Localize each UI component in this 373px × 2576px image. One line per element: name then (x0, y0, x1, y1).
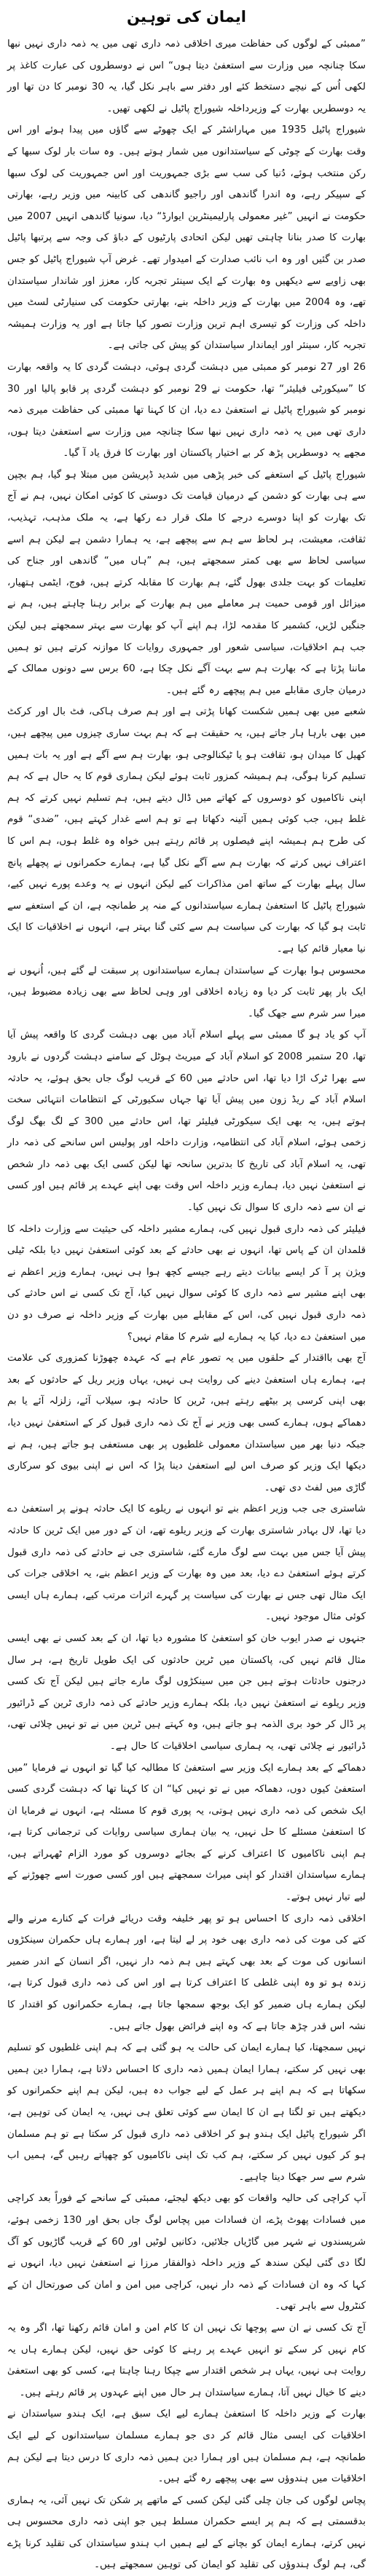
article-paragraph: آپ کراچی کی حالیہ واقعات کو بھی دیکھ لیجئے، ممبئی کے سانحے کے فوراً بعد کراچی میں فسادات پھوٹ پڑے، ان فسادات میں پچاس لوگ جاں بحق اور 130 زخمی ہوئے، شرپسندوں نے شہر میں گاڑیاں جلائیں، دکانیں لوٹیں اور 60 کے قریب گاڑیوں کو آگ لگا دی گئی لیکن سندھ کے وزیر داخلہ ذوالفقار مرزا نے استعفیٰ نہیں دیا، انہوں نے کہا کہ وہ ان فسادات کے ذمہ دار نہیں، کراچی میں امن و امان کی صورتحال ان کے کنٹرول سے باہر تھی۔ (7, 2193, 366, 2312)
article-paragraph: بھارت کے وزیر داخلہ کا استعفیٰ ہمارے لیے ایک سبق ہے، ایک ہندو سیاستدان نے اخلاقیات کی ایسی مثال قائم کر دی جو ہمارے مسلمان سیاستدانوں کے لیے ایک طمانچہ ہے، ہم مسلمان ہیں اور ہمارا دین ہمیں ذمہ داری کا درس دیتا ہے لیکن ہم اخلاقیات میں ہندوؤں سے بھی پیچھے رہ گئے ہیں۔ (7, 2409, 366, 2485)
article-paragraph: جنہوں نے صدر ایوب خان کو استعفیٰ کا مشورہ دیا تھا، ان کے بعد کسی نے بھی ایسی مثال قائم نہیں کی، پاکستان میں ٹرین حادثوں کی ایک طویل تاریخ ہے، ہر سال درجنوں حادثات ہوتے ہیں جن میں سینکڑوں لوگ مارے جاتے ہیں لیکن آج تک کسی وزیر ریلوے نے استعفیٰ نہیں دیا، بلکہ ہمارے وزیر حادثے کی ذمہ داری ٹرین کے ڈرائیور پر ڈال کر خود بری الذمہ ہو جاتے ہیں، وہ کہتے ہیں ٹرین میں نے تو نہیں چلائی تھی، ڈرائیور نے چلائی تھی، یہ ہماری سیاسی اخلاقیات کا حال ہے۔ (7, 1632, 366, 1752)
article-paragraph: شیوراج پاٹیل 1935 میں مہاراشٹر کے ایک چھوٹے سے گاؤں میں پیدا ہوئے اور اس وقت بھارت کے چوٹی کے سیاستدانوں میں شمار ہوتے ہیں۔ وہ سات بار لوک سبھا کے رکن منتخب ہوئے، دُنیا کی سب سے بڑی جمہوریت اور اس جمہوریت کی لوک سبھا کے سپیکر رہے، وہ اندرا گاندھی اور راجیو گاندھی کی کابینہ میں وزیر رہے، بھارتی حکومت نے انہیں ”غیر معمولی پارلیمینٹرین ایوارڈ“ دیا، سونیا گاندھی انہیں 2007 میں بھارت کا صدر بنانا چاہتی تھیں لیکن اتحادی پارٹیوں کے دباؤ کی وجہ سے پرتبھا پاٹیل صدر بن گئیں اور وہ اب نائب صدارت کے امیدوار تھے۔ غرض آپ شیوراج پاٹیل کو جس بھی زاویے سے دیکھیں وہ بھارت کے ایک سینئر تجربہ کار، معزز اور شاندار سیاستدان تھے، وہ 2004 میں بھارت کے وزیر داخلہ بنے، بھارتی حکومت کی سنیارٹی لسٹ میں داخلہ کی وزارت کو تیسری اہم ترین وزارت تصور کیا جاتا ہے اور یہ وزارت ہمیشہ تجربہ کار، سینئر اور ایماندار سیاستدان کو پیش کی جاتی ہے۔ (7, 125, 366, 352)
article-paragraph: آج بھی بااقتدار کے حلقوں میں یہ تصور عام ہے کہ عہدہ چھوڑنا کمزوری کی علامت ہے، ہمارے ہاں استعفیٰ دینے کی روایت ہی نہیں، یہاں وزیر ریل کے حادثوں کے بعد بھی اپنی کرسی پر بیٹھے رہتے ہیں، ٹرین کا حادثہ ہو، سیلاب آئے، زلزلہ آئے یا بم دھماکے ہوں، ہمارے کسی بھی وزیر نے آج تک ذمہ داری قبول کر کے استعفیٰ نہیں دیا، جبکہ دنیا بھر میں سیاستدان معمولی غلطیوں پر بھی مستعفی ہو جاتے ہیں، ہم نے دیکھا ایک وزیر کو صرف اس لیے استعفیٰ دینا پڑا کہ اس نے اپنی بیوی کو سرکاری گاڑی میں لفٹ دی تھی۔ (7, 1353, 366, 1493)
article-paragraph: شیوراج پاٹیل کے استعفے کی خبر پڑھی میں شدید ڈپریشن میں مبتلا ہو گیا، ہم بچپن سے ہی بھارت کو دشمن کے درمیان قیامت تک دوستی کا کوئی امکان نہیں، ہم نے آج تک بھارت کو اپنا دوسرے درجے کا ملک قرار دے رکھا ہے، یہ ملک مذہب، تہذیب، ثقافت، معیشت، ہر لحاظ سے ہم سے پیچھے ہے، یہ ہمارا دشمن ہے لیکن ہم اسے سیاسی لحاظ سے بھی کمتر سمجھتے ہیں، ہم ”ہاں میں“ گاندھی اور جناح کی تعلیمات کو بہت جلدی بھول گئے، ہم بھارت کا مقابلہ کرتے ہیں، فوج، ایٹمی ہتھیار، میزائل اور قومی حمیت ہر معاملے میں ہم بھارت کے برابر رہنا چاہتے ہیں، ہم نے جنگیں لڑیں، کشمیر کا مقدمہ لڑا، ہم اپنے آپ کو بھارت سے بہتر سمجھتے ہیں لیکن جب ہم اخلاقیات، سیاسی شعور اور جمہوری روایات کا موازنہ کرتے ہیں تو ہمیں ماننا پڑتا ہے کہ بھارت ہم سے بہت آگے نکل چکا ہے، 60 برس سے دونوں ممالک کے درمیان جاری مقابلے میں ہم پیچھے رہ گئے ہیں۔ (7, 469, 366, 696)
article-title: ایمان کی توہین (127, 8, 246, 25)
article-paragraph: دھماکے کے بعد ہمارے ایک وزیر سے استعفیٰ کا مطالبہ کیا گیا تو انہوں نے فرمایا ”میں استعفیٰ کیوں دوں، دھماکہ میں نے تو نہیں کیا“ ان کا کہنا تھا کہ دہشت گردی کسی ایک شخص کی ذمہ داری نہیں ہوتی، یہ پوری قوم کا مسئلہ ہے، انہوں نے فرمایا ان کا استعفیٰ مسئلے کا حل نہیں، یہ بیان ہماری سیاسی روایات کی ترجمانی کرتا ہے، ہم اپنی ناکامیوں کا اعتراف کرنے کے بجائے دوسروں کو مورد الزام ٹھہراتے ہیں، ہمارے سیاستدان اقتدار کو اپنی میراث سمجھتے ہیں اور کسی صورت اسے چھوڑنے کے لیے تیار نہیں ہوتے۔ (7, 1762, 366, 1903)
article-body (7, 33, 366, 2576)
article-paragraph: نہیں سمجھتا، کیا ہمارے ایمان کی حالت یہ ہو گئی ہے کہ ہم اپنی غلطیوں کو تسلیم بھی نہیں کر سکتے، ہمارا ایمان ہمیں ذمہ داری کا احساس دلاتا ہے، ہمارا دین ہمیں سکھاتا ہے کہ ہم اپنے ہر عمل کے لیے جواب دہ ہیں، لیکن ہم اپنے حکمرانوں کو دیکھتے ہیں تو لگتا ہے ان کا ایمان سے کوئی تعلق ہی نہیں، یہ ایمان کی توہین ہے، اگر شیوراج پاٹیل ایک ہندو ہو کر اخلاقی ذمہ داری قبول کر سکتا ہے تو ہم مسلمان ہو کر کیوں نہیں کر سکتے، ہم کب تک اپنی ناکامیوں کو چھپاتے رہیں گے، ہمیں اب شرم سے سر جھکا دینا چاہیے۔ (7, 2042, 366, 2183)
article-paragraph: فیلیئر کی ذمہ داری قبول نہیں کی، ہمارے مشیر داخلہ کی حیثیت سے وزارت داخلہ کا قلمدان ان کے پاس تھا، انہوں نے بھی حادثے کے بعد کوئی استعفیٰ نہیں دیا بلکہ ٹیلی ویژن پر آ کر ایسے بیانات دیتے رہے جیسے کچھ ہوا ہی نہیں، ہمارے وزیر اعظم نے بھی اپنے مشیر سے ذمہ داری کا کوئی سوال نہیں کیا، آج تک کسی نے اس حادثے کی ذمہ داری قبول نہیں کی، اس کے مقابلے میں بھارت کے وزیر داخلہ نے صرف دو دن میں استعفیٰ دے دیا، کیا یہ ہمارے لیے شرم کا مقام نہیں؟ (7, 1223, 366, 1343)
article-paragraph: شعبے میں بھی ہمیں شکست کھانا پڑتی ہے اور ہم صرف ہاکی، فٹ بال اور کرکٹ میں بھی بارہا ہار جاتے ہیں، یہ حقیقت ہے کہ ہم بہت ساری چیزوں میں پیچھے ہیں، کھیل کا میدان ہو، ثقافت ہو یا ٹیکنالوجی ہو، بھارت ہم سے آگے ہے اور یہ بات ہمیں تسلیم کرنا ہوگی، ہم ہمیشہ کمزور ثابت ہوئے لیکن ہماری قوم کا یہ حال ہے کہ ہم اپنی ناکامیوں کو دوسروں کے کھاتے میں ڈال دیتے ہیں، ہم تسلیم نہیں کرتے کہ ہم غلط ہیں، جب کوئی ہمیں آئینہ دکھاتا ہے تو ہم اسے غدار کہتے ہیں، ”ضدی“ قوم کی طرح ہم ہمیشہ اپنے فیصلوں پر قائم رہتے ہیں خواہ وہ غلط ہوں، ہم اس کا اعتراف نہیں کرتے کہ بھارت ہم سے آگے نکل گیا ہے، ہمارے حکمرانوں نے پچھلے پانچ سال پہلے بھارت کے ساتھ امن مذاکرات کیے لیکن انہوں نے یہ وعدے پورے نہیں کیے، شیوراج پاٹیل کا استعفیٰ ہمارے سیاستدانوں کے منہ پر طمانچہ ہے، ان کے استعفے سے ثابت ہو گیا کہ بھارت کی سیاست ہم سے کئی گنا بہتر ہے، انہوں نے اخلاقیات کا ایک نیا معیار قائم کیا ہے۔ (7, 706, 366, 955)
article-paragraph: ”ممبئی کے لوگوں کی حفاظت میری اخلاقی ذمہ داری تھی میں یہ ذمہ داری نہیں نبھا سکا چنانچہ میں وزارت سے استعفیٰ دیتا ہوں“ اس نے دوسطروں کی عبارت کاغذ پر لکھی اُس کے نیچے دستخط کئے اور دفتر سے باہر نکل گیا، یہ 30 نومبر کا دن تھا اور یہ دوسطریں بھارت کے وزیرداخلہ شیوراج پاٹیل نے لکھی تھیں۔ (7, 39, 366, 114)
article-paragraph: آج تک کسی نے ان سے پوچھا تک نہیں ان کا کام امن و امان قائم رکھنا تھا، اگر وہ یہ کام نہیں کر سکے تو انہیں عہدے پر رہنے کا کوئی حق نہیں، لیکن ہمارے ہاں یہ روایت ہی نہیں، یہاں ہر شخص اقتدار سے چپکا رہنا چاہتا ہے، کسی کو بھی استعفیٰ دینے کا خیال نہیں آتا، ہمارے سیاستدان ہر حال میں اپنے عہدوں پر قائم رہتے ہیں۔ (7, 2322, 366, 2398)
article-paragraph: شاستری جی جب وزیر اعظم بنے تو انہوں نے ریلوے کا ایک حادثہ ہونے پر استعفیٰ دے دیا تھا، لال بہادر شاستری بھارت کے وزیر ریلوے تھے، ان کے دور میں ایک ٹرین کا حادثہ پیش آیا جس میں بہت سے لوگ مارے گئے، شاستری جی نے حادثے کی ذمہ داری قبول کرتے ہوئے استعفیٰ دے دیا، بعد میں وہ بھارت کے وزیر اعظم بنے، یہ اخلاقی جرات کی ایک مثال تھی جس نے بھارت کی سیاست پر گہرے اثرات مرتب کیے، ہمارے ہاں ایسی کوئی مثال موجود نہیں۔ (7, 1504, 366, 1623)
article-paragraph: محسوس ہوا بھارت کے سیاستدان ہمارے سیاستدانوں پر سبقت لے گئے ہیں، اُنہوں نے ایک بار پھر ثابت کر دیا وہ زیادہ اخلاقی اور وہی لحاظ سے بھی زیادہ مضبوط ہیں، میرا سر شرم سے جھک گیا۔ (7, 965, 366, 1019)
article-paragraph: آپ کو یاد ہو گا ممبئی سے پہلے اسلام آباد میں بھی دہشت گردی کا واقعہ پیش آیا تھا، 20 ستمبر 2008 کو اسلام آباد کے میریٹ ہوٹل کے سامنے دہشت گردوں نے بارود سے بھرا ٹرک اڑا دیا تھا، اس حادثے میں 60 کے قریب لوگ جاں بحق ہوئے، یہ حادثہ اسلام آباد کے ریڈ زون میں پیش آیا تھا جہاں سکیورٹی کے انتظامات انتہائی سخت ہوتے ہیں، یہ بھی ایک سیکورٹی فیلیئر تھا، اس حادثے میں 300 کے لگ بھگ لوگ زخمی ہوئے، اسلام آباد کی انتظامیہ، وزارت داخلہ اور پولیس اس سانحے کی ذمہ دار تھی، یہ اسلام آباد کی تاریخ کا بدترین سانحہ تھا لیکن کسی ایک بھی ذمہ دار شخص نے استعفیٰ نہیں دیا، ہمارے وزیر داخلہ اس وقت بھی اپنے عہدے پر قائم ہیں اور کسی نے ان سے ذمہ داری کا سوال تک نہیں کیا۔ (7, 1030, 366, 1214)
article-paragraph: اخلاقی ذمہ داری کا احساس ہو تو پھر خلیفہ وقت دریائے فرات کے کنارے مرنے والے کتے کی موت کی ذمہ داری بھی خود پر لے لیتا ہے، اور ہمارے ہاں حکمران سینکڑوں انسانوں کی موت کے بعد بھی کہتے ہیں ہم ذمہ دار نہیں، اگر انسان کے اندر ضمیر زندہ ہو تو وہ اپنی غلطی کا اعتراف کرتا ہے اور اس کی ذمہ داری قبول کرتا ہے، لیکن ہمارے ہاں ضمیر کو ایک بوجھ سمجھا جاتا ہے، ہمارے حکمرانوں کو اقتدار کا نشہ اس قدر چڑھ جاتا ہے کہ وہ اپنے فرائض بھول جاتے ہیں۔ (7, 1913, 366, 2032)
article-paragraph: پچاس لوگوں کی جان چلی گئی لیکن کسی کے ماتھے پر شکن تک نہیں آئی، یہ ہماری بدقسمتی ہے کہ ہم پر ایسے حکمران مسلط ہیں جو اپنی ذمہ داری محسوس ہی نہیں کرتے، ہمارے ایمان کو بچانے کے لیے ہمیں اب ہندو سیاستدان کی تقلید کرنا پڑے گی، ہم لوگ ہندوؤں کی تقلید کو ایمان کی توہین سمجھتے ہیں۔ (7, 2494, 366, 2571)
article-paragraph: 26 اور 27 نومبر کو ممبئی میں دہشت گردی ہوئی، دہشت گردی کا یہ واقعہ بھارت کا ”سیکورٹی فیلیئر“ تھا، حکومت نے 29 نومبر کو دہشت گردی پر قابو پالیا اور 30 نومبر کو شیوراج پاٹیل نے استعفیٰ دے دیا، ان کا کہنا تھا ممبئی کی حفاظت میری ذمہ داری تھی میں یہ ذمہ داری نہیں نبھا سکا چنانچہ میں وزارت سے استعفیٰ دیتا ہوں، مجھے یہ دوسطریں پڑھ کر بے اختیار پاکستان اور بھارت کا فرق یاد آ گیا۔ (7, 361, 366, 459)
